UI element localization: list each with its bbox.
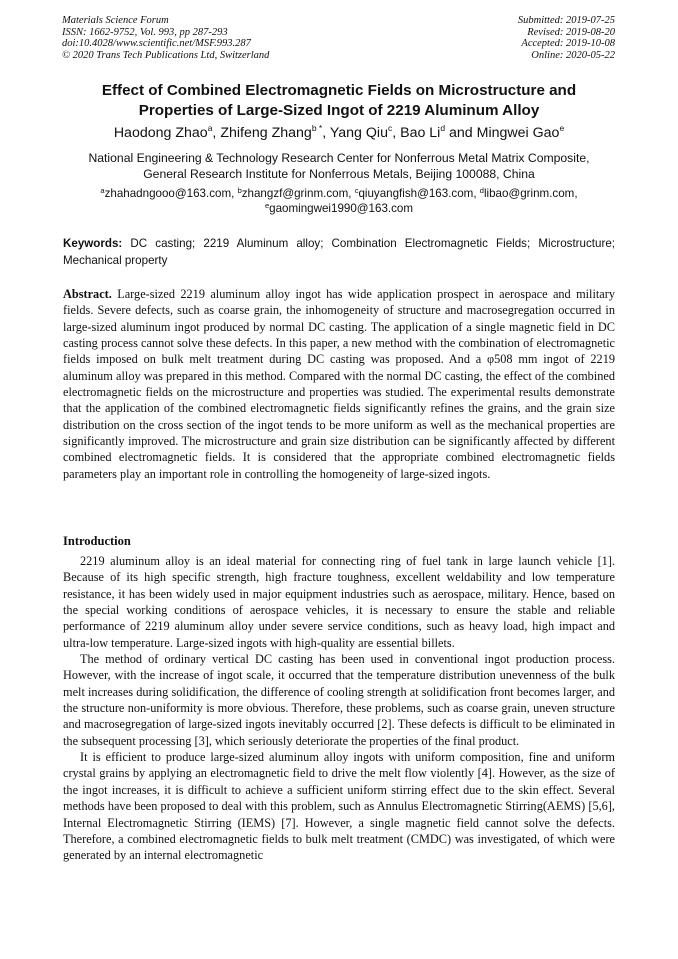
email-marker: b (237, 186, 242, 195)
author-marker: d (440, 123, 446, 133)
author-marker: b * (311, 123, 323, 133)
author-name: Mingwei Gao (476, 125, 560, 141)
email-separator: , (348, 187, 355, 200)
keywords-label: Keywords: (63, 237, 123, 250)
abstract (63, 286, 615, 482)
email-address[interactable]: qiuyangfish@163.com (358, 187, 474, 200)
journal-name: Materials Science Forum (62, 15, 169, 26)
affiliation (40, 150, 638, 182)
paragraph: The method of ordinary vertical DC casting has been used in conventional ingot production process. However, with the increase of ingot scale, it occurred that the temperature distribution unevenness of the bulk melt increases during solidification, the difference of cooling strength at solidification front becomes larger, and the structure non-uniformity is more obvious. Therefore, these problems, such as coarse grain, uneven structure and macrosegregation of large-sized ingots inevitably occurred [2]. These defects is difficult to be eliminated in the subsequent processing [3], which seriously deteriorate the properties of the final product. (63, 652, 615, 748)
email-address[interactable]: zhangzf@grinm.com (241, 187, 349, 200)
author-separator: , (392, 125, 401, 141)
author-marker: a (207, 123, 213, 133)
email-separator: , (473, 187, 480, 200)
email-marker: a (100, 186, 105, 195)
author-emails (40, 186, 638, 216)
section-heading-introduction: Introduction (63, 534, 131, 548)
author-list (30, 124, 648, 142)
paragraph: It is efficient to produce large-sized aluminum alloy ingots with uniform composition, fine and uniform crystal grains by applying an electromagnetic field to drive the melt flow violently [4]. However, as the size of the ingot increases, it is difficult to achieve a sufficient uniform stirring effect due to the skin effect. Several methods have been proposed to deal with this problem, such as Annulus Electromagnetic Stirring(AEMS) [5,6], Internal Electromagnetic Stirring (IEMS) [7]. However, a single magnetic field cannot solve the defects. Therefore, a combined electromagnetic fields to bulk melt treatment (CMDC) was investigated, of which were generated by an internal electromagnetic (63, 750, 615, 863)
abstract-label: Abstract. (63, 287, 112, 301)
journal-issn: ISSN: 1662-9752, Vol. 993, pp 287-293 (62, 26, 228, 38)
email-address[interactable]: libao@grinm.com, (483, 187, 578, 200)
date-submitted: Submitted: 2019-07-25 (517, 15, 615, 26)
author-separator: , (212, 125, 221, 141)
title-line-1: Effect of Combined Electromagnetic Fields on Microstructure and (101, 82, 577, 99)
submission-dates (518, 15, 615, 61)
author-separator: , (322, 125, 330, 141)
email-marker: e (264, 201, 270, 210)
email-address[interactable]: gaomingwei1990@163.com (269, 202, 414, 215)
keywords-text: DC casting; 2219 Aluminum alloy; Combination Electromagnetic Fields; Microstructure; Mechanical property (63, 237, 615, 267)
email-marker: c (354, 186, 359, 195)
keywords (63, 236, 615, 269)
email-marker: d (479, 186, 484, 195)
abstract-text: Large-sized 2219 aluminum alloy ingot has wide application prospect in aerospace and military fields. Severe defects, such as coarse grain, the inhomogeneity of structure and macrosegregation occurred in large-sized aluminum ingot produced by normal DC casting. The application of a single magnetic field in DC casting process cannot solve these defects. In this paper, a new method with the combination of electromagnetic fields imposed on bulk melt treatment during DC casting was proposed. And a φ508 mm ingot of 2219 aluminum alloy was prepared in this method. Compared with the normal DC casting, the effect of the combined electromagnetic fields on the microstructure and properties was studied. The experimental results demonstrate that the application of the combined electromagnetic fields significantly refines the grains, and the grain size distribution on the cross section of the ingot tends to be more uniform as well as the mechanical properties are significantly improved. The microstructure and grain size distribution can be significantly affected by different combined electromagnetic fields. It is considered that the appropriate combined electromagnetic fields parameters play an important role in controlling the homogeneity of large-sized ingots. (63, 287, 615, 481)
affiliation-line-2: General Research Institute for Nonferrous Metals, Beijing 100088, China (143, 167, 535, 181)
author-name: Bao Li (400, 125, 441, 141)
title-line-2: Properties of Large-Sized Ingot of 2219 Aluminum Alloy (138, 101, 540, 119)
email-address[interactable]: zhahadngooo@163.com (104, 187, 232, 200)
journal-doi: doi:10.4028/www.scientific.net/MSF.993.287 (62, 38, 251, 49)
email-line-1 (40, 186, 638, 201)
journal-info (62, 15, 269, 61)
author-name: Haodong Zhao (113, 125, 208, 141)
date-online: Online: 2020-05-22 (531, 49, 615, 61)
author-marker: e (559, 123, 565, 133)
author-name: Yang Qiu (329, 125, 388, 141)
email-line-2 (40, 201, 638, 216)
author-separator: and (445, 125, 477, 141)
paper-title (40, 81, 638, 120)
author-name: Zhifeng Zhang (220, 125, 312, 141)
introduction-body (63, 553, 615, 864)
paragraph: 2219 aluminum alloy is an ideal material for connecting ring of fuel tank in large launch vehicle [1]. Because of its high specific strength, high fracture toughness, excellent weldability and low temperature resistance, it has been widely used in major equipment industries such as aerospace, military. Hence, based on the special working conditions of aerospace vehicles, it is necessary to ensure the stable and reliable performance of 2219 aluminum alloy under severe service conditions, such as heavy load, high impact and ultra-low temperature. Large-sized ingots with high-quality are essential billets. (63, 554, 615, 650)
affiliation-line-1: National Engineering & Technology Research Center for Nonferrous Metal Matrix Composite, (88, 151, 590, 165)
journal-copyright: © 2020 Trans Tech Publications Ltd, Switzerland (62, 49, 270, 61)
author-marker: c (387, 123, 393, 133)
date-accepted: Accepted: 2019-10-08 (521, 38, 615, 49)
email-separator: , (231, 187, 238, 200)
date-revised: Revised: 2019-08-20 (527, 26, 615, 38)
